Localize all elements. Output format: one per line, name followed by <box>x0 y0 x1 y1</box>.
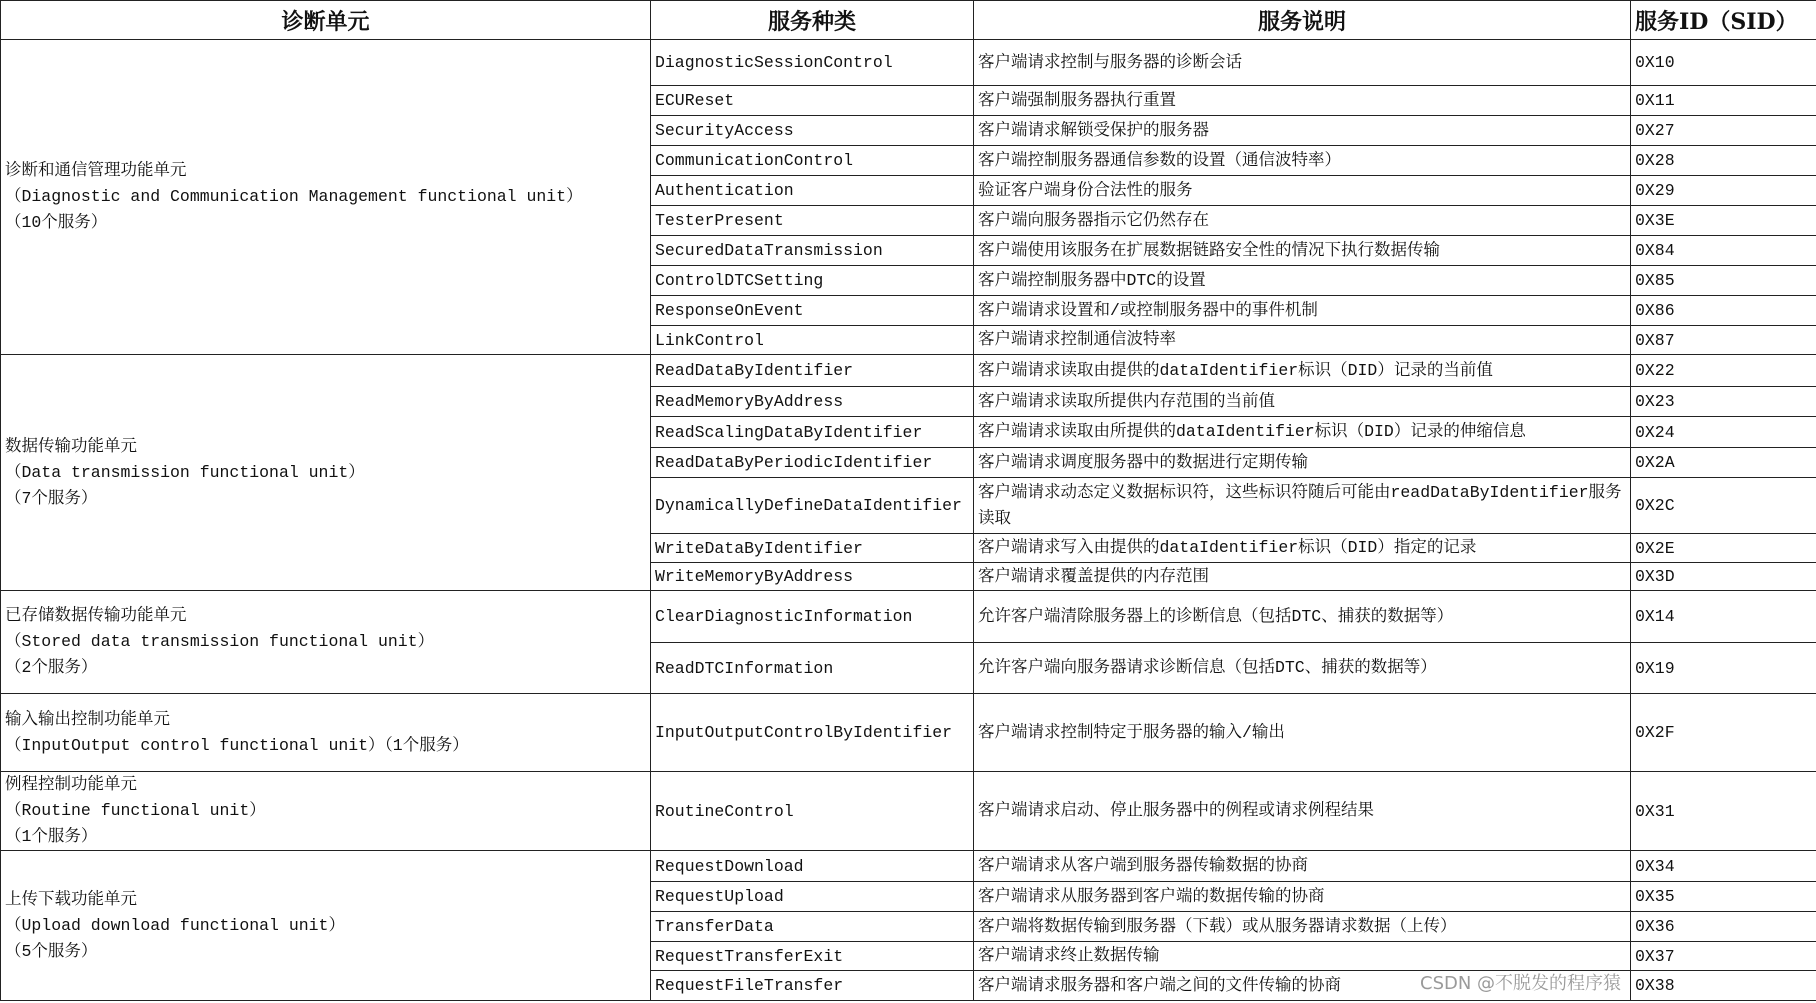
service-name-cell: ReadScalingDataByIdentifier <box>651 417 974 448</box>
service-id-cell: 0X36 <box>1631 912 1816 942</box>
service-description-cell: 客户端请求控制通信波特率 <box>974 326 1631 355</box>
service-name-cell: ResponseOnEvent <box>651 296 974 326</box>
service-description-cell: 客户端请求终止数据传输 <box>974 942 1631 971</box>
service-name-cell: SecurityAccess <box>651 116 974 146</box>
service-name-cell: TransferData <box>651 912 974 942</box>
service-description-cell: 客户端请求解锁受保护的服务器 <box>974 116 1631 146</box>
header-description: 服务说明 <box>974 1 1631 40</box>
service-id-cell: 0X24 <box>1631 417 1816 448</box>
service-id-cell: 0X2A <box>1631 448 1816 478</box>
service-name-cell: DynamicallyDefineDataIdentifier <box>651 478 974 534</box>
service-id-cell: 0X84 <box>1631 236 1816 266</box>
service-name-cell: ReadDTCInformation <box>651 643 974 694</box>
service-name-cell: RequestFileTransfer <box>651 971 974 1001</box>
functional-unit-cell: 例程控制功能单元 （Routine functional unit） （1个服务） <box>1 772 651 851</box>
service-name-cell: ReadMemoryByAddress <box>651 387 974 417</box>
service-id-cell: 0X34 <box>1631 851 1816 882</box>
service-name-cell: RequestTransferExit <box>651 942 974 971</box>
service-id-cell: 0X2F <box>1631 694 1816 772</box>
service-description-cell: 客户端请求读取所提供内存范围的当前值 <box>974 387 1631 417</box>
table-row <box>1 591 1816 643</box>
table-row <box>1 851 1816 882</box>
service-id-cell: 0X3D <box>1631 563 1816 591</box>
service-name-cell: RequestDownload <box>651 851 974 882</box>
service-id-cell: 0X37 <box>1631 942 1816 971</box>
service-description-cell: 客户端请求启动、停止服务器中的例程或请求例程结果 <box>974 772 1631 851</box>
header-sid: 服务ID（SID） <box>1631 1 1816 40</box>
service-name-cell: TesterPresent <box>651 206 974 236</box>
service-name-cell: ECUReset <box>651 86 974 116</box>
service-id-cell: 0X19 <box>1631 643 1816 694</box>
table-row <box>1 694 1816 772</box>
service-name-cell: CommunicationControl <box>651 146 974 176</box>
service-name-cell: RequestUpload <box>651 882 974 912</box>
service-description-cell: 客户端请求调度服务器中的数据进行定期传输 <box>974 448 1631 478</box>
service-description-cell: 客户端将数据传输到服务器（下载）或从服务器请求数据（上传） <box>974 912 1631 942</box>
service-description-cell: 客户端请求从客户端到服务器传输数据的协商 <box>974 851 1631 882</box>
functional-unit-cell: 上传下载功能单元 （Upload download functional unit） （5个服务） <box>1 851 651 1001</box>
service-description-cell: 客户端请求从服务器到客户端的数据传输的协商 <box>974 882 1631 912</box>
functional-unit-cell: 数据传输功能单元 （Data transmission functional unit） （7个服务） <box>1 355 651 591</box>
service-name-cell: WriteMemoryByAddress <box>651 563 974 591</box>
service-description-cell: 客户端请求读取由提供的dataIdentifier标识（DID）记录的当前值 <box>974 355 1631 387</box>
service-id-cell: 0X27 <box>1631 116 1816 146</box>
service-id-cell: 0X35 <box>1631 882 1816 912</box>
functional-unit-cell: 诊断和通信管理功能单元 （Diagnostic and Communication Management functional unit） （10个服务） <box>1 40 651 355</box>
service-id-cell: 0X11 <box>1631 86 1816 116</box>
service-description-cell: 客户端请求服务器和客户端之间的文件传输的协商 <box>974 971 1631 1001</box>
service-name-cell: ControlDTCSetting <box>651 266 974 296</box>
service-name-cell: ReadDataByPeriodicIdentifier <box>651 448 974 478</box>
service-id-cell: 0X87 <box>1631 326 1816 355</box>
service-id-cell: 0X22 <box>1631 355 1816 387</box>
service-description-cell: 客户端请求动态定义数据标识符，这些标识符随后可能由readDataByIdentifier服务读取 <box>974 478 1631 534</box>
service-description-cell: 客户端强制服务器执行重置 <box>974 86 1631 116</box>
service-id-cell: 0X29 <box>1631 176 1816 206</box>
service-description-cell: 验证客户端身份合法性的服务 <box>974 176 1631 206</box>
service-name-cell: ClearDiagnosticInformation <box>651 591 974 643</box>
service-id-cell: 0X14 <box>1631 591 1816 643</box>
header-service: 服务种类 <box>651 1 974 40</box>
service-name-cell: LinkControl <box>651 326 974 355</box>
service-id-cell: 0X2E <box>1631 534 1816 563</box>
service-id-cell: 0X85 <box>1631 266 1816 296</box>
service-id-cell: 0X23 <box>1631 387 1816 417</box>
service-description-cell: 客户端请求设置和/或控制服务器中的事件机制 <box>974 296 1631 326</box>
service-name-cell: Authentication <box>651 176 974 206</box>
service-description-cell: 客户端使用该服务在扩展数据链路安全性的情况下执行数据传输 <box>974 236 1631 266</box>
service-id-cell: 0X31 <box>1631 772 1816 851</box>
service-name-cell: SecuredDataTransmission <box>651 236 974 266</box>
service-description-cell: 允许客户端向服务器请求诊断信息（包括DTC、捕获的数据等） <box>974 643 1631 694</box>
service-name-cell: InputOutputControlByIdentifier <box>651 694 974 772</box>
service-description-cell: 客户端控制服务器通信参数的设置（通信波特率） <box>974 146 1631 176</box>
service-name-cell: WriteDataByIdentifier <box>651 534 974 563</box>
watermark: CSDN @不脱发的程序猿 <box>1420 973 1622 994</box>
table-row <box>1 772 1816 851</box>
service-name-cell: RoutineControl <box>651 772 974 851</box>
service-description-cell: 客户端请求读取由所提供的dataIdentifier标识（DID）记录的伸缩信息 <box>974 417 1631 448</box>
functional-unit-cell: 已存储数据传输功能单元 （Stored data transmission functional unit） （2个服务） <box>1 591 651 694</box>
table-body <box>1 40 1816 1001</box>
header-unit: 诊断单元 <box>1 1 651 40</box>
functional-unit-cell: 输入输出控制功能单元 （InputOutput control functional unit）（1个服务） <box>1 694 651 772</box>
service-id-cell: 0X3E <box>1631 206 1816 236</box>
service-description-cell: 客户端请求控制与服务器的诊断会话 <box>974 40 1631 86</box>
service-name-cell: DiagnosticSessionControl <box>651 40 974 86</box>
service-description-cell: 客户端请求写入由提供的dataIdentifier标识（DID）指定的记录 <box>974 534 1631 563</box>
table-row <box>1 355 1816 387</box>
service-id-cell: 0X2C <box>1631 478 1816 534</box>
service-description-cell: 客户端请求控制特定于服务器的输入/输出 <box>974 694 1631 772</box>
service-id-cell: 0X10 <box>1631 40 1816 86</box>
service-id-cell: 0X28 <box>1631 146 1816 176</box>
service-id-cell: 0X86 <box>1631 296 1816 326</box>
service-name-cell: ReadDataByIdentifier <box>651 355 974 387</box>
service-id-cell: 0X38 <box>1631 971 1816 1001</box>
service-description-cell: 客户端控制服务器中DTC的设置 <box>974 266 1631 296</box>
header-row <box>1 1 1816 40</box>
service-description-cell: 允许客户端清除服务器上的诊断信息（包括DTC、捕获的数据等） <box>974 591 1631 643</box>
service-description-cell: 客户端向服务器指示它仍然存在 <box>974 206 1631 236</box>
service-description-cell: 客户端请求覆盖提供的内存范围 <box>974 563 1631 591</box>
table-row <box>1 40 1816 86</box>
